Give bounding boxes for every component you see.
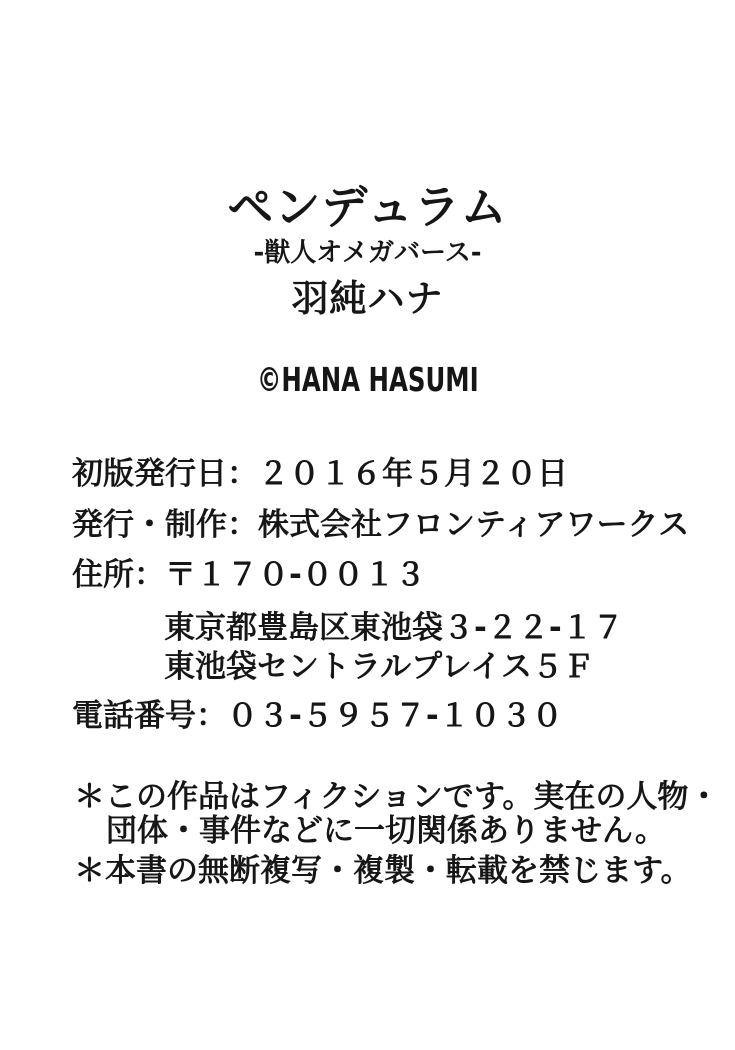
book-title: ペンデュラム xyxy=(227,180,508,234)
phone-number-line: 電話番号：０３-５９５７-１０３０ xyxy=(72,698,563,734)
address-street-line: 東京都豊島区東池袋３-２２-１７ xyxy=(164,610,624,646)
author-name: 羽純ハナ xyxy=(291,277,444,320)
fiction-disclaimer-line-2: 団体・事件などに一切関係ありません。 xyxy=(106,813,666,849)
address-postal-code-line: 住所：〒１７０-００１３ xyxy=(72,557,426,593)
publisher-line: 発行・制作：株式会社フロンティアワークス xyxy=(72,507,690,543)
copyright-text: ©HANA HASUMI xyxy=(256,360,479,399)
copy-prohibition-line: ＊本書の無断複写・複製・転載を禁じます。 xyxy=(74,853,692,889)
address-building-line: 東池袋セントラルプレイス５Ｆ xyxy=(164,649,594,685)
first-edition-date-line: 初版発行日：２０１６年５月２０日 xyxy=(72,456,568,492)
book-subtitle: -獣人オメガバース- xyxy=(253,238,482,268)
fiction-disclaimer-line-1: ＊この作品はフィクションです。実在の人物・ xyxy=(74,779,720,815)
copyright-notice xyxy=(0,362,735,398)
title-block xyxy=(0,181,735,320)
